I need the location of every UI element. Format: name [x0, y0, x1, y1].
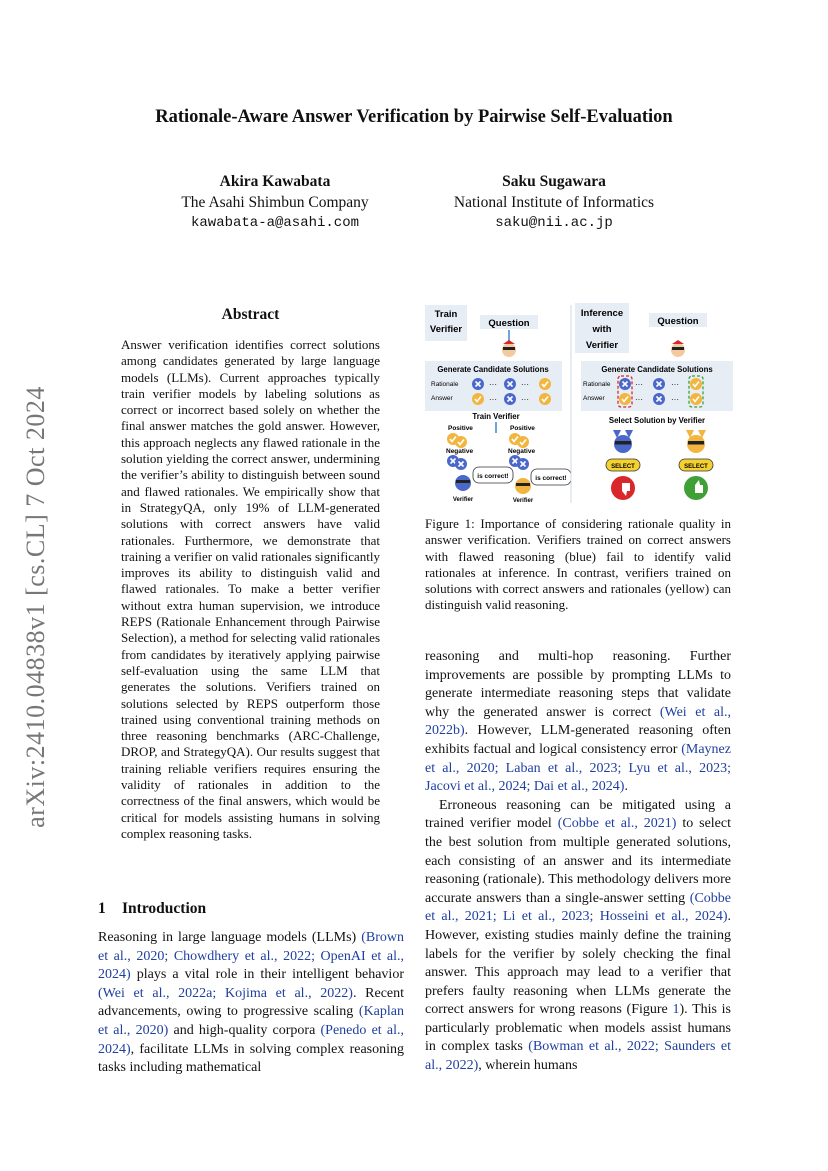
invalid-mark-icon	[472, 378, 484, 390]
invalid-mark-icon	[455, 458, 467, 470]
paper-title: Rationale-Aware Answer Verification by Pairwise Self-Evaluation	[155, 107, 673, 127]
valid-mark-icon	[690, 378, 702, 390]
inference-label-line3: Verifier	[585, 340, 619, 351]
body-text: and high-quality corpora	[168, 1022, 321, 1038]
inference-label-line2: with	[592, 324, 612, 335]
invalid-mark-icon	[504, 393, 516, 405]
body-text: plays a vital role in their intelligent behavior	[130, 967, 404, 983]
body-text: . However, existing studies mainly define the training labels for the verifier by solely checking the final answer. This approach may lead to a verifier that prefers faulty reasoning when LLMs generate the correct answers for wrong reasons (Figure	[425, 909, 731, 1018]
negative-label-b: Negative	[508, 448, 536, 455]
invalid-mark-icon	[619, 378, 631, 390]
citation-link[interactable]: (Brown et al., 2020; Chowdhery et al., 2022; OpenAI et al., 2024)	[98, 930, 404, 983]
generate-label-left: Generate Candidate Solutions	[437, 365, 549, 374]
llm-icon-right	[671, 340, 685, 357]
author-1	[150, 172, 400, 234]
select-label-right: SELECT	[684, 464, 708, 470]
body-text: Reasoning in large language models (LLMs)	[98, 930, 362, 945]
citation-link[interactable]: (Wei et al., 2022b)	[425, 704, 731, 739]
body-text: to select the best solution from multiple generated solutions, each consisting of an answer and its intermediate reasoning (rationale). This methodology delivers more accurate answers than a single-answer setting	[425, 816, 731, 906]
verifier-icon-blue-inference	[613, 430, 633, 453]
author-affiliation: National Institute of Informatics	[453, 193, 655, 211]
author-email[interactable]: saku@nii.ac.jp	[495, 215, 613, 231]
intro-left-column	[98, 929, 404, 1078]
intro-paragraph	[98, 929, 404, 1078]
body-text: , wherein humans	[478, 1058, 578, 1074]
ellipsis-icon: ···	[671, 395, 679, 404]
author-email[interactable]: kawabata-a@asahi.com	[190, 215, 360, 231]
rationale-label-right: Rationale	[583, 381, 611, 388]
positive-label-b: Positive	[510, 425, 535, 432]
author-2	[424, 172, 684, 234]
invalid-mark-icon	[653, 378, 665, 390]
body-text: Erroneous reasoning can be mitigated using a trained verifier model	[425, 797, 731, 832]
rationale-label-left: Rationale	[431, 381, 459, 388]
intro-paragraph	[425, 797, 731, 1076]
train-verifier-label: Train Verifier	[472, 412, 520, 421]
figure-1	[423, 303, 735, 505]
citation-link[interactable]: (Maynez et al., 2020; Laban et al., 2023; Lyu et al., 2023; Jacovi et al., 2024; Dai et al., 2024)	[425, 741, 731, 795]
citation-link[interactable]: (Penedo et al., 2024)	[98, 1022, 404, 1057]
select-label-left: SELECT	[611, 464, 635, 470]
generate-label-right: Generate Candidate Solutions	[601, 365, 713, 374]
citation-link[interactable]: (Cobbe et al., 2021; Li et al., 2023; Hosseini et al., 2024)	[425, 890, 731, 925]
question-label-right: Question	[657, 316, 699, 327]
valid-mark-icon	[472, 393, 484, 405]
train-label-line1: Train	[434, 309, 458, 320]
citation-link[interactable]: (Kaplan et al., 2020)	[98, 1004, 404, 1038]
figure-caption: Figure 1: Importance of considering rationale quality in answer verification. Verifiers trained on correct answers with flawed reasoning (blue) fail to identify valid rationales at inference. In contrast, verifiers trained on solutions with correct answers and rationales (yellow) can distinguish valid reasoning.	[425, 516, 731, 613]
arxiv-identifier	[8, 372, 63, 842]
answer-label-right: Answer	[583, 395, 605, 402]
negative-label-a: Negative	[446, 448, 474, 455]
ellipsis-icon: ···	[521, 395, 529, 404]
ellipsis-icon: ···	[521, 380, 529, 389]
body-text: . Recent advancements, owing to progressive scaling	[98, 985, 405, 1020]
author-name: Saku Sugawara	[502, 173, 606, 190]
is-correct-left: is correct!	[477, 473, 509, 480]
verifier-label-right: Verifier	[512, 498, 534, 504]
valid-mark-icon	[539, 393, 551, 405]
valid-mark-icon	[455, 436, 467, 448]
valid-mark-icon	[539, 378, 551, 390]
train-label-line2: Verifier	[429, 324, 463, 335]
figure-1-diagram	[423, 303, 735, 505]
thumbs-up-icon	[684, 476, 708, 500]
valid-mark-icon	[517, 436, 529, 448]
arxiv-id-text: arXiv:2410.04838v1 [cs.CL] 7 Oct 2024	[20, 386, 50, 828]
section-heading	[98, 900, 206, 918]
body-text: reasoning and multi-hop reasoning. Further improvements are possible by prompting LLMs to generate intermediate reasoning steps that validate why the generated answer is correct	[425, 649, 731, 720]
author-affiliation: The Asahi Shimbun Company	[181, 193, 369, 211]
ellipsis-icon: ···	[489, 395, 497, 404]
inference-label-line1: Inference	[580, 308, 624, 319]
citation-link[interactable]: (Cobbe et al., 2021)	[557, 816, 677, 832]
citation-link[interactable]: (Wei et al., 2022a; Kojima et al., 2022)	[98, 985, 353, 1001]
abstract-heading: Abstract	[221, 306, 280, 323]
intro-paragraph	[425, 648, 731, 797]
body-text: , facilitate LLMs in solving complex reasoning tasks including mathematical	[98, 1041, 404, 1076]
valid-mark-icon	[619, 393, 631, 405]
body-text: .	[624, 779, 628, 795]
invalid-mark-icon	[517, 458, 529, 470]
section-number: 1	[98, 900, 106, 917]
verifier-icon-yellow	[515, 478, 531, 494]
verifier-icon-yellow-inference	[686, 430, 706, 453]
author-name: Akira Kawabata	[219, 173, 331, 190]
verifier-label-left: Verifier	[452, 497, 474, 503]
intro-right-column	[425, 648, 731, 1076]
citation-link[interactable]: (Bowman et al., 2022; Saunders et al., 2022)	[425, 1039, 731, 1074]
ellipsis-icon: ···	[489, 380, 497, 389]
ellipsis-icon: ···	[671, 380, 679, 389]
question-label-left: Question	[488, 318, 530, 329]
body-text: ). This is particularly problematic when models assist humans in complex tasks	[425, 1002, 732, 1055]
verifier-icon-blue	[455, 475, 471, 491]
abstract-text: Answer verification identifies correct solutions among candidates generated by large language models (LLMs). Current approaches typically train verifier models by labeling solutions as correct or incorrect based solely on whether the final answer matches the gold answer. However, this approach neglects any flawed rationale in the solution yielding the correct answer, undermining the verifier’s ability to distinguish between sound and flawed rationales. We empirically show that in StrategyQA, only 19% of LLM-generated solutions with correct answers have valid rationales. Furthermore, we demonstrate that training a verifier on valid rationales significantly improves its ability to distinguish valid and flawed rationales. To make a better verifier without extra human supervision, we introduce REPS (Rationale Enhancement through Pairwise Selection), a method for selecting valid rationales from candidates by iteratively applying pairwise self-evaluation using the same LLM that generates the solutions. Verifiers trained on solutions selected by REPS outperform those trained using conventional training methods on three reasoning benchmarks (ARC-Challenge, DROP, and StrategyQA). Our results suggest that training reliable verifiers requires ensuring the validity of rationales in addition to the correctness of the final answers, which would be critical for models assisting humans in solving complex reasoning tasks.	[121, 337, 380, 841]
answer-label-left: Answer	[431, 395, 453, 402]
positive-label-a: Positive	[448, 425, 473, 432]
llm-icon-left	[502, 340, 516, 357]
valid-mark-icon	[690, 393, 702, 405]
thumbs-down-icon	[611, 476, 635, 500]
invalid-mark-icon	[653, 393, 665, 405]
ellipsis-icon: ···	[635, 380, 643, 389]
ellipsis-icon: ···	[635, 395, 643, 404]
body-text: . However, LLM-generated reasoning often exhibits factual and logical consistency error	[425, 723, 731, 757]
is-correct-right: is correct!	[535, 475, 567, 482]
citation-link[interactable]: 1	[672, 1002, 680, 1018]
select-solution-label: Select Solution by Verifier	[608, 416, 706, 425]
invalid-mark-icon	[504, 378, 516, 390]
section-title: Introduction	[122, 900, 207, 917]
